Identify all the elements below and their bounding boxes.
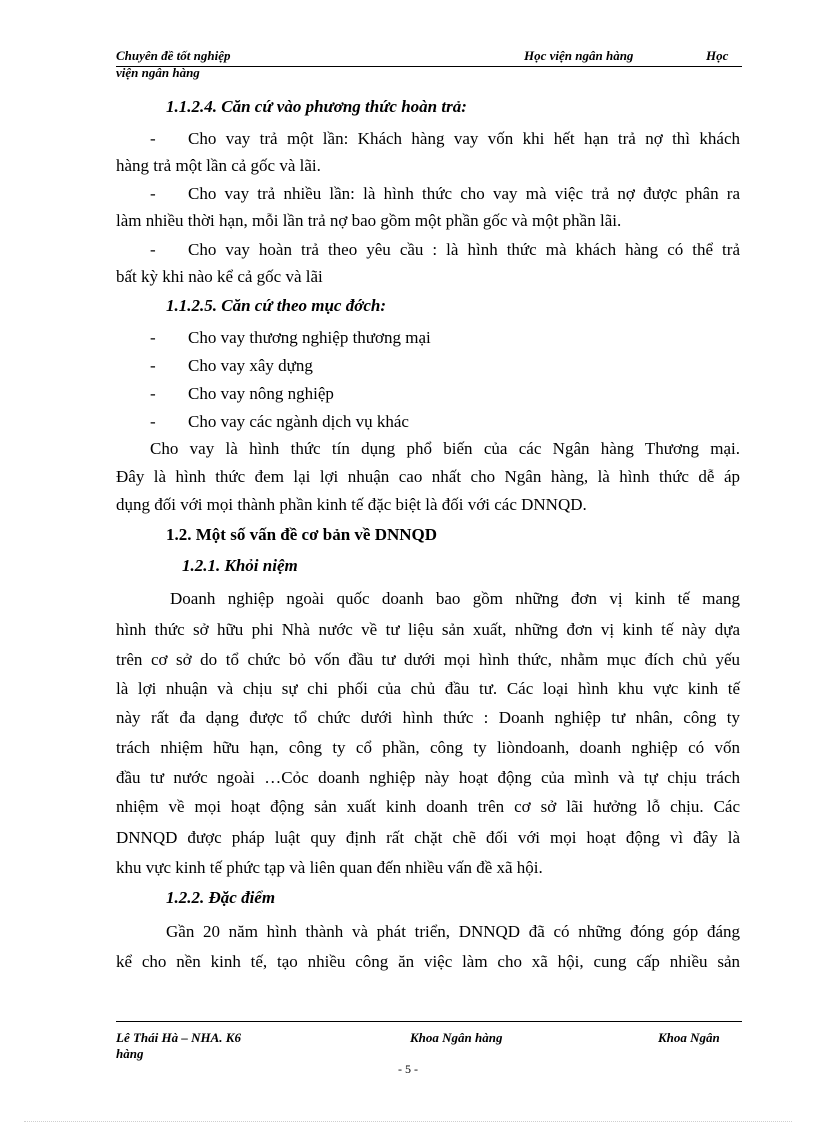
header-rule (116, 66, 742, 67)
para-5-line: Doanh nghiệp ngoài quốc doanh bao gồm những đơn vị kinh tế mang (170, 589, 740, 608)
dash-bullet: - (150, 240, 156, 259)
footer-left-wrap: hàng (116, 1046, 144, 1061)
bullet-para-1-line-2: hàng trả một lần cả gốc và lãi. (116, 156, 321, 175)
bullet-para-3-line-1: Cho vay hoàn trả theo yêu cầu : là hình thức mà khách hàng có thể trả (188, 240, 740, 259)
list-item: Cho vay xây dựng (188, 356, 313, 375)
heading-1-2: 1.2. Một số vấn đề cơ bản về DNNQD (166, 525, 438, 544)
para-4-line-1: Cho vay là hình thức tín dụng phổ biến của các Ngân hàng Thương mại. (150, 439, 740, 458)
para-4-line-2: Đây là hình thức đem lại lợi nhuận cao nhất cho Ngân hàng, là hình thức dễ áp (116, 467, 740, 486)
dash-bullet: - (150, 184, 156, 203)
para-6-line-2: kể cho nền kinh tế, tạo nhiều công ăn việc làm cho xã hội, cung cấp nhiều sản (116, 952, 740, 971)
page-number: - 5 - (398, 1062, 418, 1076)
bullet-para-2-line-2: làm nhiều thời hạn, mỗi lần trả nợ bao gồm một phần gốc và một phần lãi. (116, 211, 622, 230)
para-5-line: khu vực kinh tế phức tạp và liên quan đến nhiều vấn đề xã hội. (116, 858, 543, 877)
para-5-line: nhiệm về mọi hoạt động sản xuất kinh doanh trên cơ sở lãi hưởng lỗ chịu. Các (116, 797, 740, 816)
footer-rule (116, 1021, 742, 1022)
bullet-para-3-line-2: bất kỳ khi nào kể cả gốc và lãi (116, 267, 323, 286)
page-edge (24, 1121, 792, 1122)
para-6-line-1: Gần 20 năm hình thành và phát triển, DNNQD đã có những đóng góp đáng (166, 922, 740, 941)
header-left-wrap: viện ngân hàng (116, 65, 200, 80)
para-5-line: trách nhiệm hữu hạn, công ty cổ phần, công ty liòndoanh, doanh nghiệp có vốn (116, 738, 740, 757)
header-left: Chuyên đề tốt nghiệp (116, 48, 231, 63)
list-item: Cho vay thương nghiệp thương mại (188, 328, 431, 347)
dash-bullet: - (150, 356, 156, 375)
heading-1-1-2-4: 1.1.2.4. Căn cứ vào phương thức hoàn trả: (166, 97, 467, 116)
footer-left: Lê Thái Hà – NHA. K6 (116, 1030, 241, 1045)
heading-1-1-2-5: 1.1.2.5. Căn cứ theo mục đớch: (166, 296, 387, 315)
list-item: Cho vay các ngành dịch vụ khác (188, 412, 409, 431)
footer-right: Khoa Ngân (658, 1030, 720, 1045)
dash-bullet: - (150, 412, 156, 431)
dash-bullet: - (150, 328, 156, 347)
bullet-para-2-line-1: Cho vay trả nhiều lần: là hình thức cho vay mà việc trả nợ được phân ra (188, 184, 740, 203)
para-5-line: này rất đa dạng được tổ chức dưới hình thức : Doanh nghiệp tư nhân, công ty (116, 708, 740, 727)
para-5-line: DNNQD được pháp luật quy định rất chặt chẽ đối với mọi hoạt động vì đây là (116, 828, 740, 847)
header-right: Học (706, 48, 729, 63)
bullet-para-1-line-1: Cho vay trả một lần: Khách hàng vay vốn khi hết hạn trả nợ thì khách (188, 129, 740, 148)
para-5-line: là lợi nhuận và chịu sự chi phối của chủ đầu tư. Các loại hình khu vực kinh tế (116, 679, 740, 698)
header-center: Học viện ngân hàng (524, 48, 634, 63)
dash-bullet: - (150, 384, 156, 403)
list-item: Cho vay nông nghiệp (188, 384, 334, 403)
heading-1-2-1: 1.2.1. Khỏi niệm (182, 556, 298, 575)
heading-1-2-2: 1.2.2. Đặc điểm (166, 888, 276, 907)
para-5-line: đầu tư nước ngoài …Cỏc doanh nghiệp này hoạt động của mình và tự chịu trách (116, 768, 740, 787)
para-5-line: trên cơ sở do tổ chức bỏ vốn đầu tư dưới mọi hình thức, nhằm mục đích chủ yếu (116, 650, 740, 669)
dash-bullet: - (150, 129, 156, 148)
para-4-line-3: dụng đối với mọi thành phần kinh tế đặc biệt là đối với các DNNQD. (116, 495, 587, 514)
para-5-line: hình thức sở hữu phi Nhà nước về tư liệu sản xuất, những đơn vị kinh tế này dựa (116, 620, 740, 639)
footer-center: Khoa Ngân hàng (410, 1030, 503, 1045)
